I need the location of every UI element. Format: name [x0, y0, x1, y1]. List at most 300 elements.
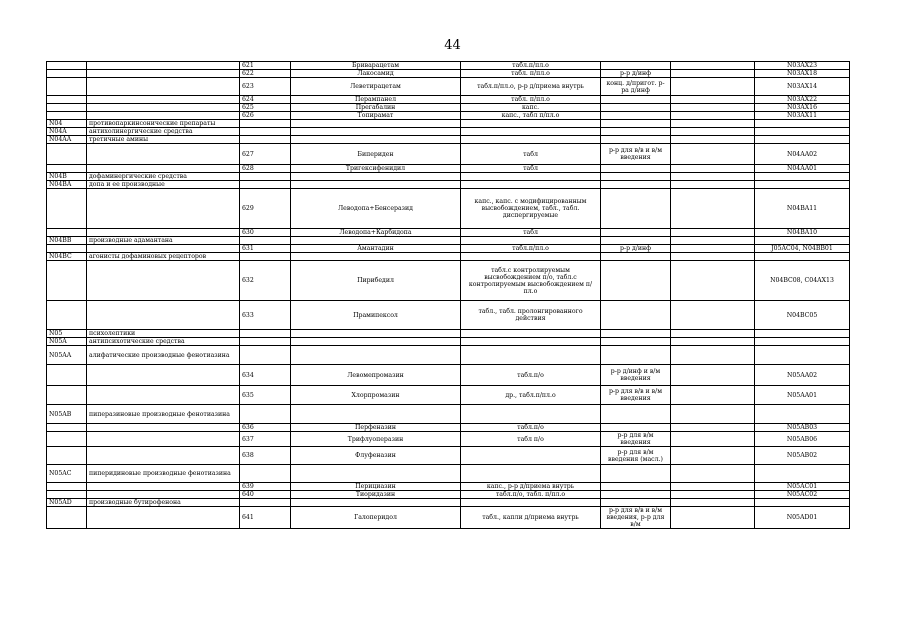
empty-cell: [671, 499, 755, 507]
group-description: пиперидиновые производные фенотиазина: [87, 465, 240, 483]
table-row: [47, 62, 850, 70]
injection-form: [601, 237, 671, 245]
atc-code: N04AA02: [755, 144, 850, 165]
group-description: [87, 507, 240, 529]
atc-code: N05AA01: [755, 386, 850, 405]
atc-code: [755, 499, 850, 507]
table-row: [47, 70, 850, 78]
drug-name: [291, 120, 461, 128]
table-row: [47, 173, 850, 181]
group-description: [87, 78, 240, 96]
item-number: 635: [240, 386, 291, 405]
atc-code: [755, 181, 850, 189]
group-description: агонисты дофаминовых рецепторов: [87, 253, 240, 261]
dosage-form: [461, 237, 601, 245]
dosage-form: [461, 499, 601, 507]
atc-group-code: [47, 229, 87, 237]
injection-form: [601, 189, 671, 229]
page-number: 44: [444, 38, 461, 53]
atc-code: N05AB03: [755, 424, 850, 432]
group-description: [87, 229, 240, 237]
drug-table: [46, 61, 850, 529]
injection-form: [601, 261, 671, 301]
empty-cell: [671, 483, 755, 491]
group-description: [87, 104, 240, 112]
atc-code: [755, 253, 850, 261]
empty-cell: [671, 365, 755, 386]
injection-form: [601, 253, 671, 261]
injection-form: [601, 229, 671, 237]
group-description: [87, 432, 240, 447]
empty-cell: [671, 386, 755, 405]
injection-form: р-р для в/м введения: [601, 432, 671, 447]
empty-cell: [671, 330, 755, 338]
atc-group-code: [47, 432, 87, 447]
table-row: [47, 499, 850, 507]
table-row: [47, 104, 850, 112]
table-row: [47, 483, 850, 491]
drug-name: [291, 237, 461, 245]
table-row: [47, 96, 850, 104]
table-row: [47, 144, 850, 165]
atc-group-code: [47, 424, 87, 432]
atc-code: N03AX22: [755, 96, 850, 104]
drug-name: [291, 346, 461, 365]
item-number: 633: [240, 301, 291, 330]
injection-form: [601, 104, 671, 112]
atc-code: [755, 330, 850, 338]
item-number: [240, 173, 291, 181]
atc-group-code: [47, 78, 87, 96]
table-row: [47, 507, 850, 529]
injection-form: [601, 405, 671, 424]
injection-form: [601, 330, 671, 338]
empty-cell: [671, 128, 755, 136]
item-number: 624: [240, 96, 291, 104]
atc-code: N05AD01: [755, 507, 850, 529]
item-number: [240, 181, 291, 189]
drug-name: [291, 330, 461, 338]
drug-name: [291, 338, 461, 346]
dosage-form: табл., табл. пролонгированного действия: [461, 301, 601, 330]
drug-name: [291, 465, 461, 483]
empty-cell: [671, 165, 755, 173]
dosage-form: табл.п/пл.о: [461, 62, 601, 70]
item-number: [240, 120, 291, 128]
injection-form: [601, 499, 671, 507]
group-description: [87, 483, 240, 491]
atc-code: [755, 346, 850, 365]
atc-group-code: N04A: [47, 128, 87, 136]
empty-cell: [671, 181, 755, 189]
injection-form: конц. д/пригот. р-ра д/инф: [601, 78, 671, 96]
atc-group-code: N05: [47, 330, 87, 338]
dosage-form: [461, 128, 601, 136]
atc-code: N05AB06: [755, 432, 850, 447]
atc-code: [755, 465, 850, 483]
atc-group-code: [47, 365, 87, 386]
empty-cell: [671, 465, 755, 483]
empty-cell: [671, 432, 755, 447]
empty-cell: [671, 136, 755, 144]
injection-form: [601, 62, 671, 70]
item-number: 636: [240, 424, 291, 432]
item-number: [240, 237, 291, 245]
dosage-form: табл.п/пл.о, р-р д/приема внутрь: [461, 78, 601, 96]
atc-group-code: [47, 261, 87, 301]
table-row: [47, 491, 850, 499]
table-row: [47, 447, 850, 465]
empty-cell: [671, 491, 755, 499]
table-row: [47, 245, 850, 253]
dosage-form: капс., капс. с модифицированным высвобождением, табл., табл. диспергируемые: [461, 189, 601, 229]
drug-name: Леводопа+Бенсеразид: [291, 189, 461, 229]
drug-name: Прегабалин: [291, 104, 461, 112]
item-number: 640: [240, 491, 291, 499]
dosage-form: [461, 253, 601, 261]
item-number: [240, 253, 291, 261]
drug-name: Пирибедил: [291, 261, 461, 301]
empty-cell: [671, 405, 755, 424]
group-description: [87, 189, 240, 229]
drug-name: [291, 499, 461, 507]
injection-form: [601, 136, 671, 144]
item-number: 628: [240, 165, 291, 173]
atc-code: N05AB02: [755, 447, 850, 465]
empty-cell: [671, 144, 755, 165]
table-row: [47, 253, 850, 261]
atc-group-code: [47, 447, 87, 465]
atc-group-code: [47, 507, 87, 529]
group-description: психолептики: [87, 330, 240, 338]
item-number: [240, 405, 291, 424]
atc-group-code: N04BC: [47, 253, 87, 261]
atc-code: [755, 120, 850, 128]
dosage-form: [461, 465, 601, 483]
empty-cell: [671, 245, 755, 253]
atc-group-code: [47, 104, 87, 112]
drug-name: Левомепромазин: [291, 365, 461, 386]
group-description: [87, 144, 240, 165]
group-description: [87, 386, 240, 405]
empty-cell: [671, 237, 755, 245]
table-row: [47, 432, 850, 447]
item-number: [240, 346, 291, 365]
table-row: [47, 78, 850, 96]
injection-form: [601, 301, 671, 330]
dosage-form: [461, 330, 601, 338]
drug-name: [291, 136, 461, 144]
group-description: [87, 165, 240, 173]
atc-group-code: [47, 483, 87, 491]
atc-group-code: [47, 112, 87, 120]
item-number: 634: [240, 365, 291, 386]
atc-code: N03AX11: [755, 112, 850, 120]
atc-group-code: [47, 189, 87, 229]
atc-group-code: N05AC: [47, 465, 87, 483]
drug-name: [291, 405, 461, 424]
item-number: [240, 128, 291, 136]
item-number: 631: [240, 245, 291, 253]
item-number: [240, 499, 291, 507]
group-description: производные адамантана: [87, 237, 240, 245]
drug-name: Перициазин: [291, 483, 461, 491]
empty-cell: [671, 70, 755, 78]
dosage-form: др., табл.п/пл.о: [461, 386, 601, 405]
group-description: [87, 261, 240, 301]
empty-cell: [671, 301, 755, 330]
atc-code: N04BC05: [755, 301, 850, 330]
group-description: [87, 62, 240, 70]
drug-name: Прамипексол: [291, 301, 461, 330]
injection-form: [601, 120, 671, 128]
table-row: [47, 261, 850, 301]
dosage-form: табл. п/пл.о: [461, 70, 601, 78]
group-description: противопаркинсонические препараты: [87, 120, 240, 128]
empty-cell: [671, 62, 755, 70]
table-row: [47, 330, 850, 338]
atc-code: N04BA10: [755, 229, 850, 237]
drug-name: Топирамат: [291, 112, 461, 120]
group-description: антипсихотические средства: [87, 338, 240, 346]
injection-form: [601, 128, 671, 136]
table-row: [47, 386, 850, 405]
group-description: алифатические производные фенотиазина: [87, 346, 240, 365]
atc-group-code: N05A: [47, 338, 87, 346]
group-description: [87, 424, 240, 432]
item-number: [240, 136, 291, 144]
group-description: [87, 447, 240, 465]
atc-code: J05AC04, N04BB01: [755, 245, 850, 253]
group-description: третичные амины: [87, 136, 240, 144]
item-number: 623: [240, 78, 291, 96]
empty-cell: [671, 120, 755, 128]
table-row: [47, 189, 850, 229]
injection-form: р-р для в/в и в/м введения: [601, 144, 671, 165]
item-number: 637: [240, 432, 291, 447]
empty-cell: [671, 346, 755, 365]
item-number: 641: [240, 507, 291, 529]
injection-form: [601, 173, 671, 181]
atc-group-code: N04BB: [47, 237, 87, 245]
injection-form: [601, 491, 671, 499]
atc-group-code: [47, 386, 87, 405]
injection-form: [601, 338, 671, 346]
group-description: [87, 491, 240, 499]
table-row: [47, 405, 850, 424]
injection-form: [601, 346, 671, 365]
group-description: [87, 365, 240, 386]
atc-code: N04BA11: [755, 189, 850, 229]
drug-name: Леветирацетам: [291, 78, 461, 96]
empty-cell: [671, 78, 755, 96]
drug-name: Лакосамид: [291, 70, 461, 78]
empty-cell: [671, 261, 755, 301]
atc-code: [755, 237, 850, 245]
table-row: [47, 346, 850, 365]
group-description: [87, 112, 240, 120]
atc-code: N05AC02: [755, 491, 850, 499]
drug-name: [291, 128, 461, 136]
group-description: пиперазиновые производные фенотиазина: [87, 405, 240, 424]
atc-group-code: [47, 70, 87, 78]
item-number: 627: [240, 144, 291, 165]
atc-code: N03AX18: [755, 70, 850, 78]
item-number: 639: [240, 483, 291, 491]
empty-cell: [671, 189, 755, 229]
dosage-form: [461, 120, 601, 128]
item-number: 621: [240, 62, 291, 70]
drug-name: Бипериден: [291, 144, 461, 165]
atc-code: N04BC08, C04AX13: [755, 261, 850, 301]
drug-name: Хлорпромазин: [291, 386, 461, 405]
drug-name: Флуфеназин: [291, 447, 461, 465]
item-number: 629: [240, 189, 291, 229]
dosage-form: табл.п/о: [461, 365, 601, 386]
item-number: 630: [240, 229, 291, 237]
item-number: 632: [240, 261, 291, 301]
dosage-form: капс.: [461, 104, 601, 112]
drug-name: [291, 173, 461, 181]
atc-group-code: N05AA: [47, 346, 87, 365]
group-description: производные бутирофенона: [87, 499, 240, 507]
atc-code: [755, 405, 850, 424]
atc-code: N05AC01: [755, 483, 850, 491]
atc-group-code: [47, 62, 87, 70]
group-description: [87, 301, 240, 330]
dosage-form: капс., табл п/пл.о: [461, 112, 601, 120]
table-row: [47, 112, 850, 120]
group-description: [87, 245, 240, 253]
dosage-form: [461, 338, 601, 346]
empty-cell: [671, 229, 755, 237]
drug-name: [291, 181, 461, 189]
dosage-form: капс., р-р д/приема внутрь: [461, 483, 601, 491]
injection-form: р-р д/инф: [601, 70, 671, 78]
injection-form: [601, 465, 671, 483]
atc-group-code: N04AA: [47, 136, 87, 144]
table-row: [47, 237, 850, 245]
dosage-form: табл.п/о, табл. п/пл.о: [461, 491, 601, 499]
table-row: [47, 128, 850, 136]
drug-name: Перфеназин: [291, 424, 461, 432]
dosage-form: [461, 181, 601, 189]
atc-group-code: [47, 301, 87, 330]
atc-group-code: N04: [47, 120, 87, 128]
group-description: допа и ее производные: [87, 181, 240, 189]
atc-group-code: N05AD: [47, 499, 87, 507]
table-row: [47, 229, 850, 237]
empty-cell: [671, 447, 755, 465]
table-row: [47, 301, 850, 330]
injection-form: р-р д/инф: [601, 245, 671, 253]
dosage-form: табл., капли д/приема внутрь: [461, 507, 601, 529]
atc-code: [755, 338, 850, 346]
table-row: [47, 465, 850, 483]
injection-form: р-р для в/м введения (масл.): [601, 447, 671, 465]
injection-form: р-р для в/в и в/м введения, р-р для в/м: [601, 507, 671, 529]
injection-form: [601, 424, 671, 432]
atc-group-code: N05AB: [47, 405, 87, 424]
dosage-form: табл.п/пл.о: [461, 245, 601, 253]
injection-form: р-р д/инф и в/м введения: [601, 365, 671, 386]
atc-group-code: N04B: [47, 173, 87, 181]
atc-group-code: N04BA: [47, 181, 87, 189]
dosage-form: табл.с контролируемым высвобождением п/о, табл.с контролируемым высвобождением п/пл.о: [461, 261, 601, 301]
item-number: [240, 330, 291, 338]
empty-cell: [671, 104, 755, 112]
injection-form: р-р для в/в и в/м введения: [601, 386, 671, 405]
empty-cell: [671, 424, 755, 432]
dosage-form: [461, 136, 601, 144]
atc-code: N03AX16: [755, 104, 850, 112]
table-row: [47, 181, 850, 189]
table-row: [47, 365, 850, 386]
table-row: [47, 120, 850, 128]
empty-cell: [671, 507, 755, 529]
dosage-form: табл: [461, 165, 601, 173]
drug-name: Тригексифенидил: [291, 165, 461, 173]
dosage-form: [461, 405, 601, 424]
item-number: 625: [240, 104, 291, 112]
atc-group-code: [47, 96, 87, 104]
drug-name: Амантадин: [291, 245, 461, 253]
empty-cell: [671, 173, 755, 181]
drug-name: Перампанел: [291, 96, 461, 104]
item-number: [240, 465, 291, 483]
atc-code: N03AX14: [755, 78, 850, 96]
dosage-form: табл: [461, 229, 601, 237]
table-row: [47, 165, 850, 173]
atc-code: [755, 128, 850, 136]
dosage-form: табл. п/пл.о: [461, 96, 601, 104]
injection-form: [601, 483, 671, 491]
empty-cell: [671, 96, 755, 104]
group-description: [87, 96, 240, 104]
table-row: [47, 136, 850, 144]
injection-form: [601, 165, 671, 173]
atc-group-code: [47, 165, 87, 173]
empty-cell: [671, 253, 755, 261]
group-description: антихолинергические средства: [87, 128, 240, 136]
drug-name: [291, 253, 461, 261]
atc-group-code: [47, 144, 87, 165]
drug-name: Бриварацетам: [291, 62, 461, 70]
dosage-form: [461, 173, 601, 181]
table-row: [47, 424, 850, 432]
atc-code: [755, 173, 850, 181]
atc-group-code: [47, 491, 87, 499]
atc-code: N04AA01: [755, 165, 850, 173]
item-number: 626: [240, 112, 291, 120]
dosage-form: табл: [461, 144, 601, 165]
empty-cell: [671, 112, 755, 120]
injection-form: [601, 181, 671, 189]
drug-name: Тиоридазин: [291, 491, 461, 499]
group-description: [87, 70, 240, 78]
dosage-form: [461, 447, 601, 465]
item-number: [240, 338, 291, 346]
item-number: 638: [240, 447, 291, 465]
group-description: дофаминергические средства: [87, 173, 240, 181]
dosage-form: табл.п/о: [461, 424, 601, 432]
drug-name: Леводопа+Карбидопа: [291, 229, 461, 237]
dosage-form: [461, 346, 601, 365]
atc-code: N03AX23: [755, 62, 850, 70]
drug-name: Трифлуоперазин: [291, 432, 461, 447]
drug-name: Галоперидол: [291, 507, 461, 529]
atc-code: N05AA02: [755, 365, 850, 386]
